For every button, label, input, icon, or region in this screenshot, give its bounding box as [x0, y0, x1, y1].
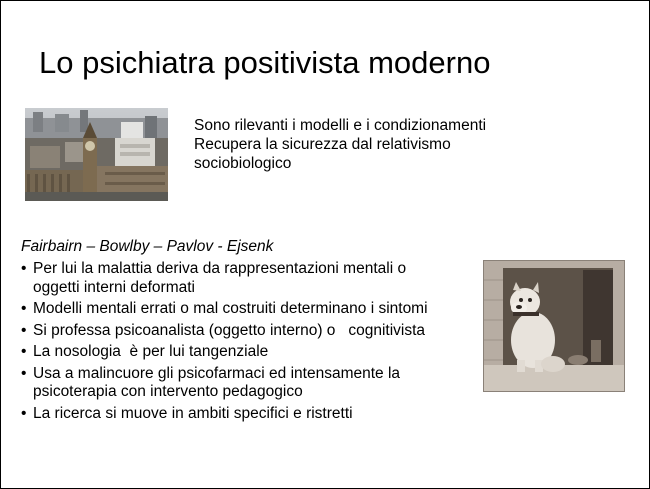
bullet-item — [21, 365, 461, 402]
bullet-item — [21, 322, 461, 341]
bullet-dot: • — [21, 364, 27, 382]
bullet-text: La nosologia è per lui tangenziale — [33, 343, 269, 360]
bullet-item — [21, 405, 461, 424]
bullet-text: Si professa psicoanalista (oggetto interno) o cognitivista — [33, 321, 426, 339]
bullet-item — [21, 300, 461, 319]
bullet-dot: • — [21, 404, 27, 422]
bullet-dot: • — [21, 321, 27, 339]
bullet-text: Modelli mentali errati o mal costruiti determinano i sintomi — [33, 300, 428, 317]
intro-line: sociobiologico — [194, 155, 292, 172]
bullet-text: Per lui la malattia deriva da rappresentazioni mentali o — [33, 260, 407, 277]
bullet-list — [21, 260, 461, 426]
dog-engraving-image — [483, 260, 625, 392]
bullet-dot: • — [21, 300, 27, 317]
bullet-item — [21, 260, 461, 297]
intro-text — [194, 116, 486, 173]
city-photo — [25, 108, 168, 201]
bullet-text: Usa a malincuore gli psicofarmaci ed intensamente la — [33, 364, 401, 382]
slide-title: Lo psichiatra positivista moderno — [39, 45, 491, 80]
bullet-text: oggetti interni deformati — [33, 278, 195, 296]
authors-subtitle: Fairbairn – Bowlby – Pavlov - Ejsenk — [21, 238, 274, 255]
bullet-text: La ricerca si muove in ambiti specifici e ristretti — [33, 404, 353, 422]
bullet-dot: • — [21, 260, 27, 277]
bullet-dot: • — [21, 343, 27, 360]
bullet-text: psicoterapia con intervento pedagogico — [33, 383, 303, 400]
bullet-item — [21, 343, 461, 362]
intro-line: Sono rilevanti i modelli e i condizionamenti — [194, 117, 487, 134]
intro-line: Recupera la sicurezza dal relativismo — [194, 136, 451, 153]
